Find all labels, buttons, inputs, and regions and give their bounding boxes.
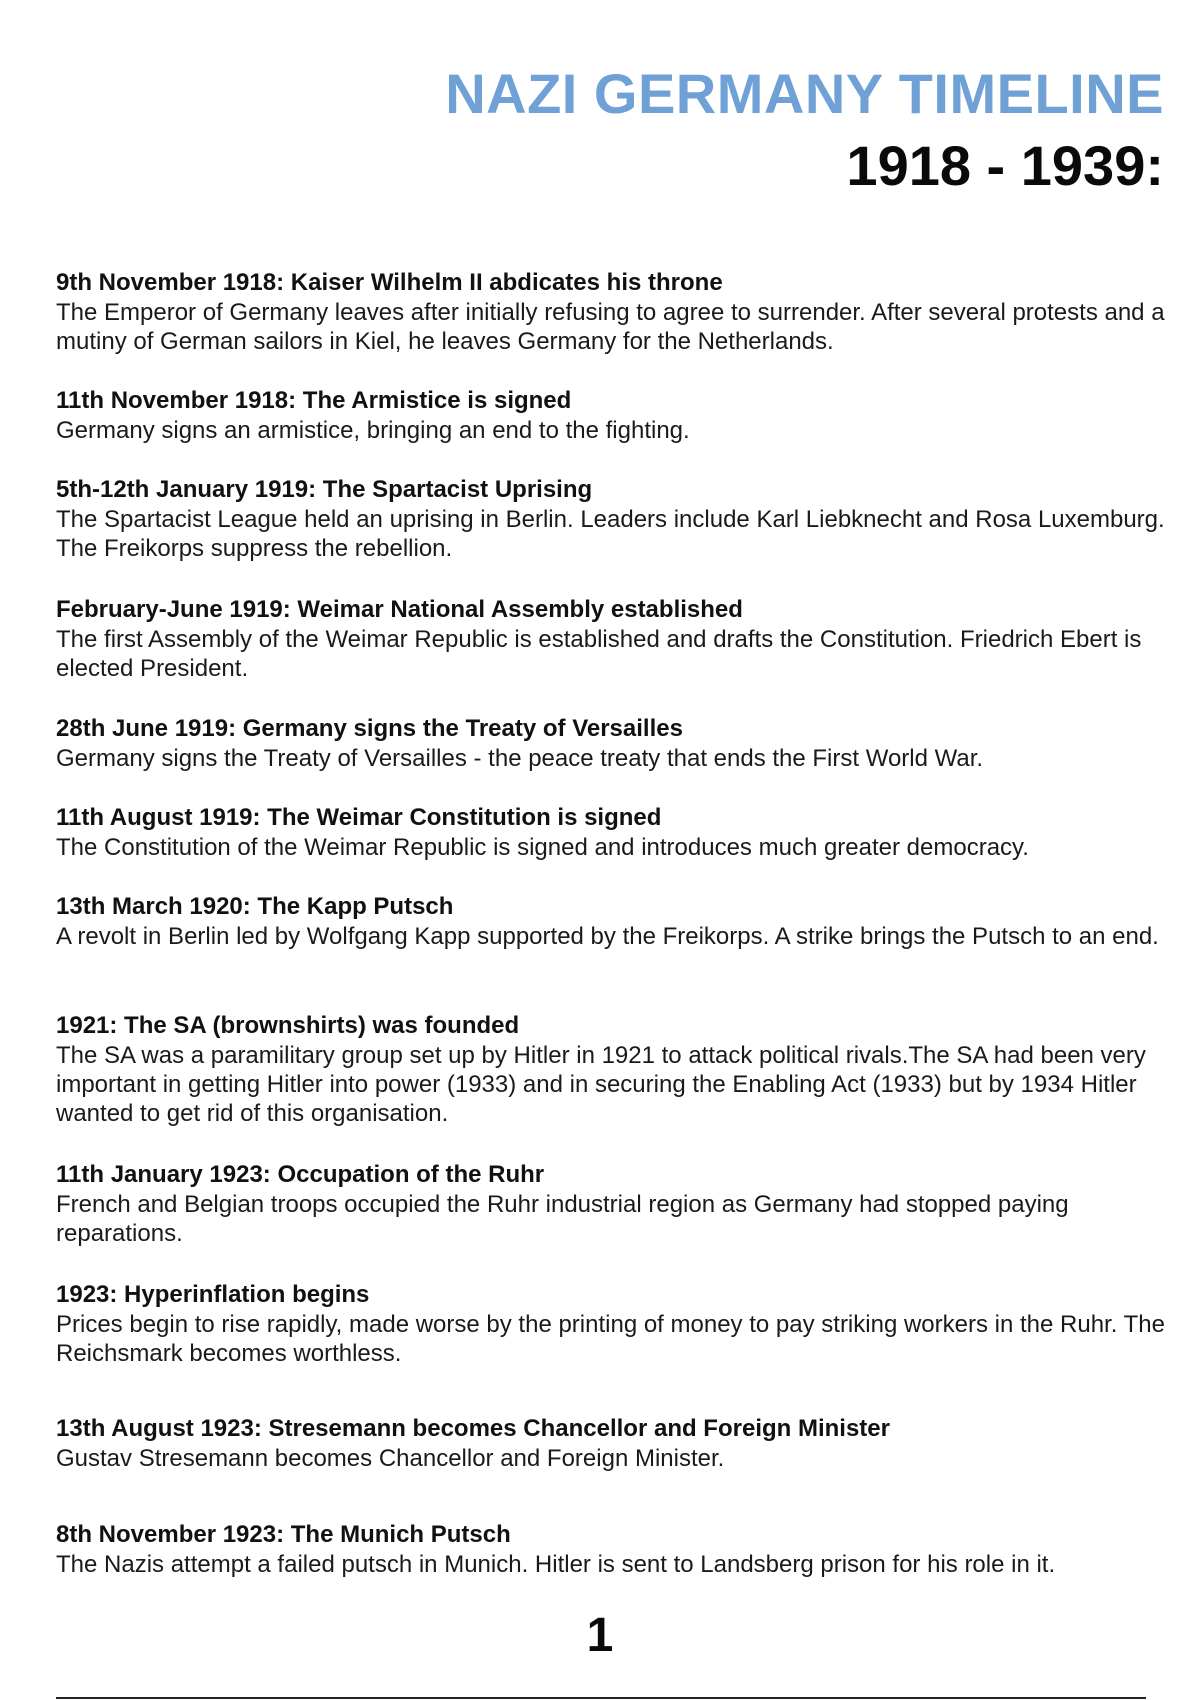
event-heading: 9th November 1918: Kaiser Wilhelm II abdicates his throne <box>56 269 723 296</box>
timeline-event <box>56 1520 1166 1579</box>
event-heading: 11th January 1923: Occupation of the Ruhr <box>56 1161 545 1188</box>
timeline-event <box>56 475 1166 563</box>
event-description: The Constitution of the Weimar Republic is signed and introduces much greater democracy. <box>56 834 1029 861</box>
event-heading: 13th August 1923: Stresemann becomes Chancellor and Foreign Minister <box>56 1415 890 1442</box>
event-heading: 1921: The SA (brownshirts) was founded <box>56 1012 520 1039</box>
event-description: The Nazis attempt a failed putsch in Munich. Hitler is sent to Landsberg prison for his role in it. <box>56 1551 1056 1578</box>
event-heading: 5th-12th January 1919: The Spartacist Uprising <box>56 476 593 503</box>
timeline-event <box>56 1011 1166 1128</box>
event-heading: 8th November 1923: The Munich Putsch <box>56 1521 511 1548</box>
timeline-event <box>56 1160 1166 1248</box>
event-description: Germany signs an armistice, bringing an end to the fighting. <box>56 417 690 444</box>
event-description: The Emperor of Germany leaves after initially refusing to agree to surrender. After several protests and a mutiny of German sailors in Kiel, he leaves Germany for the Netherlands. <box>56 299 1165 355</box>
event-heading: 11th November 1918: The Armistice is signed <box>56 387 572 414</box>
timeline-event <box>56 1414 1166 1473</box>
timeline-event <box>56 268 1166 356</box>
timeline-event <box>56 714 1166 773</box>
page-title: NAZI GERMANY TIMELINE <box>445 62 1164 125</box>
timeline-event <box>56 386 1166 445</box>
event-heading: 28th June 1919: Germany signs the Treaty of Versailles <box>56 715 683 742</box>
event-description: French and Belgian troops occupied the Ruhr industrial region as Germany had stopped paying reparations. <box>56 1191 1069 1247</box>
page-subtitle: 1918 - 1939: <box>846 134 1164 197</box>
timeline-event <box>56 595 1166 683</box>
event-heading: 13th March 1920: The Kapp Putsch <box>56 893 454 920</box>
event-description: The first Assembly of the Weimar Republic is established and drafts the Constitution. Friedrich Ebert is elected President. <box>56 626 1142 682</box>
event-description: The SA was a paramilitary group set up by Hitler in 1921 to attack political rivals.The SA had been very important in getting Hitler into power (1933) and in securing the Enabling Act (1933) but by 1934 Hitler wanted to get rid of this organisation. <box>56 1042 1146 1127</box>
timeline-event <box>56 1280 1166 1368</box>
event-description: Gustav Stresemann becomes Chancellor and Foreign Minister. <box>56 1445 725 1472</box>
timeline-event <box>56 803 1166 862</box>
timeline-event <box>56 892 1166 951</box>
page-number: 1 <box>586 1609 614 1662</box>
event-description: A revolt in Berlin led by Wolfgang Kapp supported by the Freikorps. A strike brings the Putsch to an end. <box>56 923 1159 950</box>
footer-divider <box>56 1697 1146 1699</box>
event-description: The Spartacist League held an uprising in Berlin. Leaders include Karl Liebknecht and Rosa Luxemburg. The Freikorps suppress the rebellion. <box>56 506 1165 562</box>
event-heading: February-June 1919: Weimar National Assembly established <box>56 596 743 623</box>
event-description: Germany signs the Treaty of Versailles - the peace treaty that ends the First World War. <box>56 745 984 772</box>
event-description: Prices begin to rise rapidly, made worse by the printing of money to pay striking workers in the Ruhr. The Reichsmark becomes worthless. <box>56 1311 1165 1367</box>
event-heading: 1923: Hyperinflation begins <box>56 1281 370 1308</box>
event-heading: 11th August 1919: The Weimar Constitution is signed <box>56 804 662 831</box>
